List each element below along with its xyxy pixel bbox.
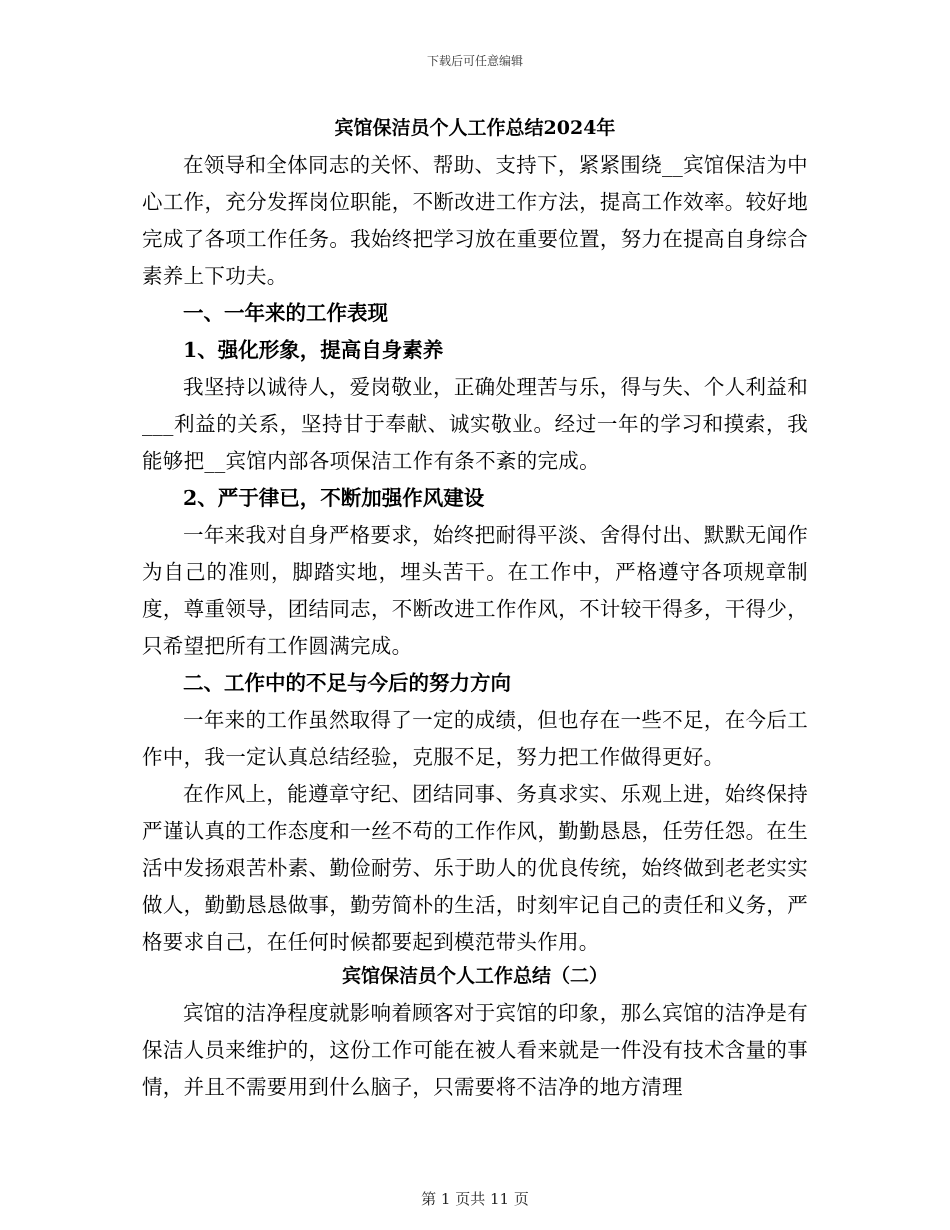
document-title: 宾馆保洁员个人工作总结2024年	[334, 117, 616, 139]
section2-paragraph-1: 一年来的工作虽然取得了一定的成绩，但也存在一些不足，在今后工作中，我一定认真总结经验，克服不足，努力把工作做得更好。	[142, 708, 808, 769]
document-body	[142, 113, 808, 1106]
part2-paragraph-1: 宾馆的洁净程度就影响着顾客对于宾馆的印象，那么宾馆的洁净是有保洁人员来维护的，这份工作可能在被人看来就是一件没有技术含量的事情，并且不需要用到什么脑子，只需要将不洁净的地方清理	[142, 1001, 808, 1099]
page-header: 下载后可任意编辑	[426, 54, 523, 68]
section-heading-2: 二、工作中的不足与今后的努力方向	[183, 671, 511, 695]
item-heading-1: 1、强化形象，提高自身素养	[183, 338, 444, 362]
item-paragraph-2: 一年来我对自身严格要求，始终把耐得平淡、舍得付出、默默无闻作为自己的准则，脚踏实地，埋头苦干。在工作中，严格遵守各项规章制度，尊重领导，团结同志，不断改进工作作风，不计较干得多，干得少，只希望把所有工作圆满完成。	[142, 523, 808, 658]
item-paragraph-1: 我坚持以诚待人，爱岗敬业，正确处理苦与乐，得与失、个人利益和___利益的关系，坚持甘于奉献、诚实敬业。经过一年的学习和摸索，我能够把__宾馆内部各项保洁工作有条不紊的完成。	[142, 375, 808, 473]
item-heading-2: 2、严于律已，不断加强作风建设	[183, 486, 485, 510]
intro-paragraph: 在领导和全体同志的关怀、帮助、支持下，紧紧围绕__宾馆保洁为中心工作，充分发挥岗位职能，不断改进工作方法，提高工作效率。较好地完成了各项工作任务。我始终把学习放在重要位置，努力在提高自身综合素养上下功夫。	[142, 153, 808, 288]
page-footer: 第 1 页共 11 页	[421, 1190, 529, 1208]
section2-paragraph-2: 在作风上，能遵章守纪、团结同事、务真求实、乐观上进，始终保持严谨认真的工作态度和一丝不苟的工作作风，勤勤恳恳，任劳任怨。在生活中发扬艰苦朴素、勤俭耐劳、乐于助人的优良传统，始终做到老老实实做人，勤勤恳恳做事，勤劳简朴的生活，时刻牢记自己的责任和义务，严格要求自己，在任何时候都要起到模范带头作用。	[142, 782, 808, 954]
section-heading-1: 一、一年来的工作表现	[183, 301, 388, 325]
document-subtitle: 宾馆保洁员个人工作总结（二）	[341, 965, 608, 987]
